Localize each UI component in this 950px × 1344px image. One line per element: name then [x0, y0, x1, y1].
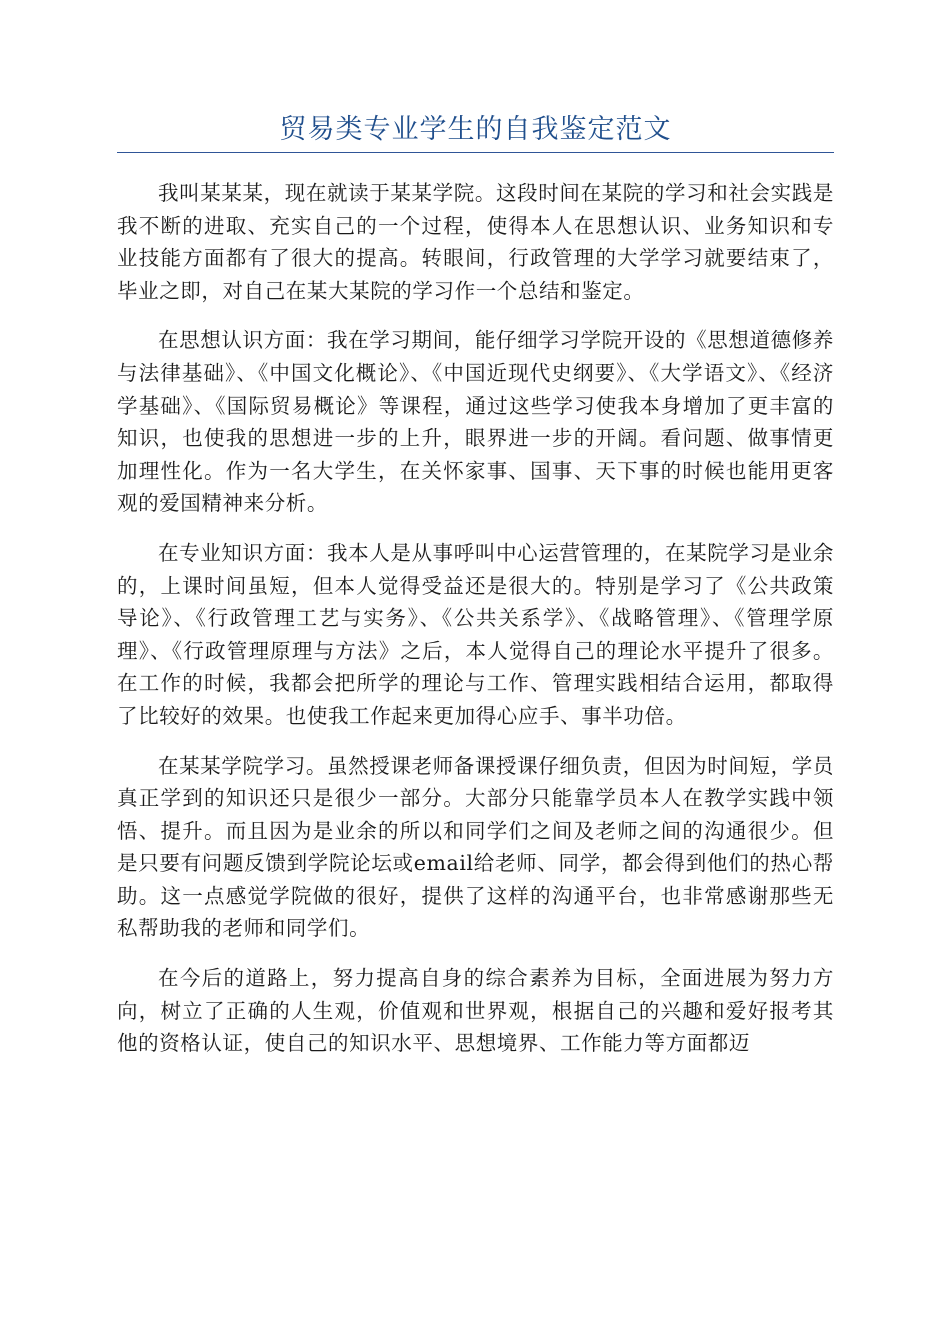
- paragraph-professional-knowledge: 在专业知识方面：我本人是从事呼叫中心运营管理的，在某院学习是业余的，上课时间虽短，但本人觉得受益还是很大的。特别是学习了《公共政策导论》、《行政管理工艺与实务》、《公共关系学》、《战略管理》、《管理学原理》、《行政管理原理与方法》之后，本人觉得自己的理论水平提升了很多。在工作的时候，我都会把所学的理论与工作、管理实践相结合运用，都取得了比较好的效果。也使我工作起来更加得心应手、事半功倍。: [117, 540, 834, 728]
- document-title: 贸易类专业学生的自我鉴定范文: [117, 110, 834, 153]
- document-body: [117, 177, 834, 1060]
- paragraph-intro: 我叫某某某，现在就读于某某学院。这段时间在某院的学习和社会实践是我不断的进取、充实自己的一个过程，使得本人在思想认识、业务知识和专业技能方面都有了很大的提高。转眼间，行政管理的大学学习就要结束了，毕业之即，对自己在某大某院的学习作一个总结和鉴定。: [117, 181, 834, 303]
- paragraph-ideology: 在思想认识方面：我在学习期间，能仔细学习学院开设的《思想道德修养与法律基础》、《中国文化概论》、《中国近现代史纲要》、《大学语文》、《经济学基础》、《国际贸易概论》等课程，通过这些学习使我本身增加了更丰富的知识，也使我的思想进一步的上升，眼界进一步的开阔。看问题、做事情更加理性化。作为一名大学生，在关怀家事、国事、天下事的时候也能用更客观的爱国精神来分析。: [117, 328, 834, 516]
- document-page: [117, 110, 834, 1077]
- paragraph-college-study: 在某某学院学习。虽然授课老师备课授课仔细负责，但因为时间短，学员真正学到的知识还只是很少一部分。大部分只能靠学员本人在教学实践中领悟、提升。而且因为是业余的所以和同学们之间及老师之间的沟通很少。但是只要有问题反馈到学院论坛或email给老师、同学，都会得到他们的热心帮助。这一点感觉学院做的很好，提供了这样的沟通平台，也非常感谢那些无私帮助我的老师和同学们。: [117, 753, 834, 941]
- paragraph-future: 在今后的道路上，努力提高自身的综合素养为目标，全面进展为努力方向，树立了正确的人生观，价值观和世界观，根据自己的兴趣和爱好报考其他的资格认证，使自己的知识水平、思想境界、工作能力等方面都迈: [117, 966, 834, 1056]
